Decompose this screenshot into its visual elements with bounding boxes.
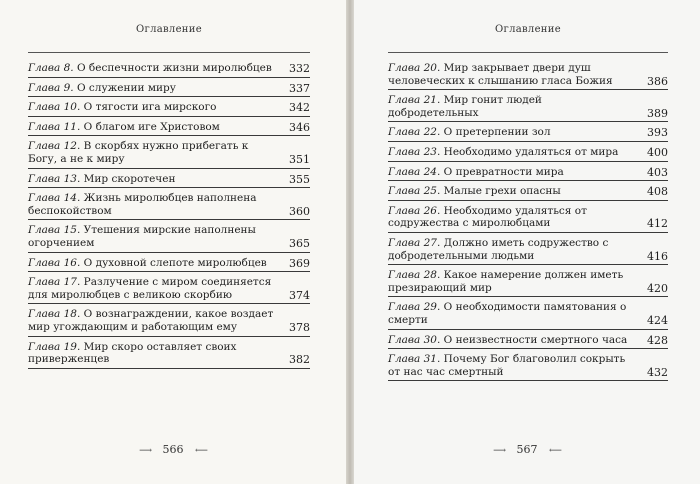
toc-list <box>388 62 668 381</box>
chapter-label: Глава 16. <box>28 256 81 269</box>
toc-entry <box>388 94 668 122</box>
toc-entry <box>28 101 310 117</box>
chapter-label: Глава 9. <box>28 81 74 94</box>
chapter-title: Почему Бог благоволил сокрыть от нас час смертный <box>388 353 626 378</box>
toc-entry <box>28 121 310 137</box>
chapter-label: Глава 20. <box>388 62 441 74</box>
chapter-page-number: 400 <box>647 145 668 159</box>
chapter-label: Глава 31. <box>388 353 441 366</box>
chapter-page-number: 360 <box>289 204 310 218</box>
chapter-page-number: 428 <box>647 333 668 347</box>
left-page <box>0 0 346 484</box>
chapter-title: Должно иметь содружество с добродетельными людьми <box>388 236 609 262</box>
chapter-page-number: 416 <box>647 249 668 263</box>
chapter-page-number: 369 <box>289 256 310 270</box>
toc-entry <box>388 269 668 297</box>
header-rule <box>388 52 668 53</box>
chapter-title: О вознаграждении, какое воздает мир угождающим и работающим ему <box>28 308 274 333</box>
toc-entry <box>388 353 668 381</box>
toc-entry <box>28 257 310 273</box>
chapter-page-number: 393 <box>647 126 668 140</box>
toc-entry <box>28 82 310 98</box>
chapter-page-number: 365 <box>289 236 310 250</box>
ornament-left: ⟶ <box>493 446 505 456</box>
chapter-title: Необходимо удаляться от мира <box>443 145 619 158</box>
chapter-title: О необходимости памятования о смерти <box>388 301 627 326</box>
chapter-label: Глава 17. <box>28 276 81 289</box>
chapter-title: В скорбях нужно прибегать к Богу, а не к миру <box>28 140 249 165</box>
toc-entry <box>388 237 668 265</box>
page-number: 567 <box>516 443 538 456</box>
chapter-label: Глава 27. <box>388 236 441 249</box>
toc-entry <box>28 140 310 168</box>
chapter-label: Глава 11. <box>28 120 81 133</box>
toc-entry <box>28 276 310 304</box>
chapter-label: Глава 25. <box>388 185 441 198</box>
chapter-page-number: 389 <box>647 106 668 120</box>
chapter-label: Глава 19. <box>28 340 81 353</box>
right-page-header: Оглавление <box>495 24 561 35</box>
toc-entry <box>388 334 668 350</box>
toc-entry <box>28 173 310 189</box>
chapter-title: Какое намерение должен иметь презирающий мир <box>388 269 624 294</box>
toc-entry <box>388 205 668 233</box>
toc-list <box>28 62 310 369</box>
toc-entry <box>28 224 310 252</box>
chapter-label: Глава 30. <box>388 333 441 346</box>
chapter-page-number: 408 <box>647 185 668 199</box>
chapter-page-number: 412 <box>647 217 668 231</box>
chapter-title: О неизвестности смертного часа <box>443 333 628 346</box>
book-gutter <box>346 0 354 484</box>
left-page-header: Оглавление <box>136 24 202 35</box>
toc-entry <box>28 192 310 220</box>
chapter-title: Жизнь миролюбцев наполнена беспокойством <box>28 192 257 217</box>
chapter-label: Глава 26. <box>388 204 441 217</box>
chapter-label: Глава 15. <box>28 224 81 237</box>
chapter-page-number: 378 <box>289 320 310 334</box>
chapter-title: О служении миру <box>76 81 176 94</box>
toc-entry <box>388 301 668 329</box>
chapter-label: Глава 10. <box>28 101 81 114</box>
chapter-label: Глава 13. <box>28 172 81 185</box>
chapter-title: О беспечности жизни миролюбцев <box>76 62 272 74</box>
right-page <box>354 0 700 484</box>
chapter-label: Глава 14. <box>28 192 81 205</box>
chapter-title: О духовной слепоте миролюбцев <box>83 256 267 269</box>
chapter-label: Глава 12. <box>28 140 81 153</box>
chapter-label: Глава 24. <box>388 165 441 178</box>
chapter-page-number: 374 <box>289 288 310 302</box>
chapter-page-number: 337 <box>289 81 310 95</box>
toc-entry <box>28 341 310 369</box>
chapter-label: Глава 8. <box>28 62 74 74</box>
chapter-title: О благом иге Христовом <box>83 120 220 133</box>
chapter-page-number: 420 <box>647 281 668 295</box>
toc-entry <box>388 62 668 90</box>
chapter-title: Разлучение с миром соединяется для миролюбцев с великою скорбию <box>28 276 272 301</box>
chapter-page-number: 346 <box>289 120 310 134</box>
chapter-title: Мир скоро оставляет своих приверженцев <box>28 340 237 366</box>
chapter-title: О превратности мира <box>443 165 564 178</box>
chapter-title: О претерпении зол <box>443 126 551 139</box>
chapter-title: О тягости ига мирского <box>83 101 217 114</box>
chapter-title: Необходимо удаляться от содружества с миролюбцами <box>388 204 587 230</box>
chapter-title: Мир закрывает двери душ человеческих к слышанию гласа Божия <box>388 62 613 87</box>
toc-entry <box>388 146 668 162</box>
chapter-label: Глава 21. <box>388 94 441 107</box>
ornament-right: ⟵ <box>195 446 207 456</box>
toc-entry <box>388 166 668 182</box>
chapter-label: Глава 29. <box>388 301 441 314</box>
chapter-page-number: 432 <box>647 365 668 379</box>
page-number: 566 <box>162 443 184 456</box>
chapter-page-number: 403 <box>647 165 668 179</box>
chapter-label: Глава 23. <box>388 145 441 158</box>
chapter-page-number: 386 <box>647 74 668 88</box>
chapter-title: Утешения мирские наполнены огорчением <box>28 224 256 249</box>
ornament-left: ⟶ <box>139 446 151 456</box>
right-page-footer <box>354 443 700 456</box>
header-rule <box>28 52 310 53</box>
chapter-label: Глава 28. <box>388 269 441 282</box>
toc-entry <box>388 185 668 201</box>
ornament-right: ⟵ <box>549 446 561 456</box>
chapter-label: Глава 22. <box>388 126 441 139</box>
chapter-title: Мир скоротечен <box>83 172 176 185</box>
toc-entry <box>388 126 668 142</box>
chapter-title: Мир гонит людей добродетельных <box>388 94 542 119</box>
chapter-page-number: 424 <box>647 313 668 327</box>
chapter-page-number: 382 <box>289 353 310 367</box>
chapter-label: Глава 18. <box>28 308 81 321</box>
chapter-page-number: 351 <box>289 152 310 166</box>
left-page-footer <box>0 443 346 456</box>
chapter-page-number: 355 <box>289 172 310 186</box>
toc-entry <box>28 308 310 336</box>
chapter-title: Малые грехи опасны <box>443 185 561 198</box>
chapter-page-number: 342 <box>289 101 310 115</box>
chapter-page-number: 332 <box>289 62 310 75</box>
toc-entry <box>28 62 310 78</box>
